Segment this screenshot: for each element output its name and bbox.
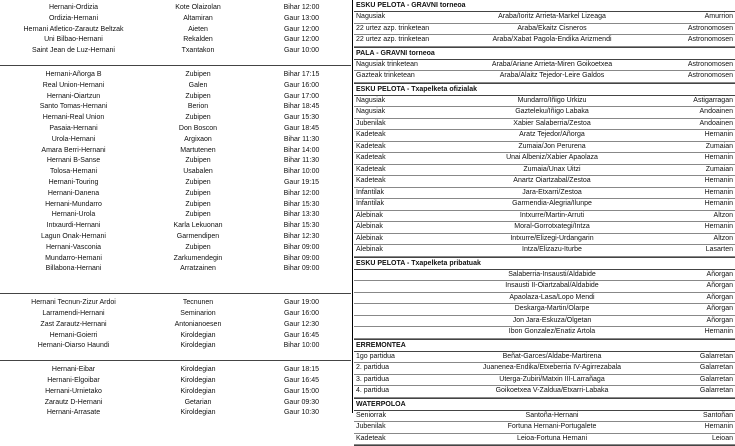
match-time: Bihar 09:00 (252, 264, 351, 275)
location: Añorgan (652, 293, 735, 304)
category: Kadeteak (354, 153, 452, 164)
location: Hernanin (652, 130, 735, 141)
fixture-row (0, 387, 351, 398)
location: Astronomosen (652, 71, 735, 82)
venue: Karla Lekuonan (144, 221, 252, 232)
section (354, 340, 735, 399)
match-time: Gaur 16:00 (252, 309, 351, 320)
match-row (354, 211, 735, 223)
match-row (354, 12, 735, 24)
category: 4. partidua (354, 386, 452, 397)
venue: Zubipen (144, 178, 252, 189)
fixture-row (0, 14, 351, 25)
location: Hernanin (652, 176, 735, 187)
category: Nagusiak trinketean (354, 60, 452, 71)
section-title: ESKU PELOTA - GRAVNI torneoa (354, 0, 735, 12)
match-name: Hernani-Touring (0, 178, 144, 189)
venue: Zubipen (144, 92, 252, 103)
location: Zumaian (652, 165, 735, 176)
venue: Txantakon (144, 46, 252, 57)
players: Juanenea-Endika/Etxeberria IV-Agirrezabala (452, 363, 652, 374)
match-name: Hernani-Ordizia (0, 3, 144, 14)
column-divider (352, 0, 353, 413)
players: Ibon Gonzalez/Enatiz Artola (452, 327, 652, 338)
fixture-row (0, 309, 351, 320)
fixture-row (0, 200, 351, 211)
category: Nagusiak (354, 107, 452, 118)
players: Intxurre/Elizegi-Urdangarin (452, 234, 652, 245)
match-row (354, 188, 735, 200)
category: 22 urtez azp. trinketean (354, 35, 452, 46)
players: Jara-Etxarri/Zestoa (452, 188, 652, 199)
location: Añorgan (652, 281, 735, 292)
match-time: Bihar 12:00 (252, 189, 351, 200)
fixture-row (0, 298, 351, 309)
match-time: Bihar 17:15 (252, 70, 351, 81)
location: Hernanin (652, 327, 735, 338)
section-title: ESKU PELOTA - Txapelketa ofizialak (354, 84, 735, 96)
fixture-row (0, 232, 351, 243)
match-row (354, 270, 735, 282)
venue: Altamiran (144, 14, 252, 25)
fixture-row (0, 25, 351, 36)
fixture-row (0, 408, 351, 419)
match-time: Bihar 11:30 (252, 135, 351, 146)
players: Unai Albeniz/Xabier Apaolaza (452, 153, 652, 164)
match-name: Hernani-Oiarso Haundi (0, 341, 144, 352)
players: Mundarro/Iñigo Urkizu (452, 96, 652, 107)
match-row (354, 411, 735, 423)
category: Infantilak (354, 188, 452, 199)
match-row (354, 165, 735, 177)
match-row (354, 375, 735, 387)
match-name: Hernani-Añorga B (0, 70, 144, 81)
match-row (354, 60, 735, 72)
fixture-row (0, 146, 351, 157)
match-time: Gaur 19:15 (252, 178, 351, 189)
location: Hernanin (652, 422, 735, 433)
venue: Berion (144, 102, 252, 113)
section (354, 0, 735, 48)
match-row (354, 24, 735, 36)
location: Altzon (652, 211, 735, 222)
category: Infantilak (354, 199, 452, 210)
category: Jubenilak (354, 422, 452, 433)
match-time: Gaur 16:00 (252, 81, 351, 92)
players: Aratz Tejedor/Añorga (452, 130, 652, 141)
match-row (354, 130, 735, 142)
venue: Zubipen (144, 156, 252, 167)
match-row (354, 434, 735, 446)
category: Alebinak (354, 222, 452, 233)
match-time: Bihar 15:30 (252, 221, 351, 232)
match-name: Lagun Onak-Hernani (0, 232, 144, 243)
category: Gazteak trinketean (354, 71, 452, 82)
match-name: Hernani-Arrasate (0, 408, 144, 419)
match-time: Gaur 12:00 (252, 25, 351, 36)
fixture-row (0, 189, 351, 200)
location: Astronomosen (652, 35, 735, 46)
fixture-row (0, 3, 351, 14)
match-time: Gaur 17:00 (252, 92, 351, 103)
match-time: Bihar 11:30 (252, 156, 351, 167)
match-time: Gaur 18:15 (252, 365, 351, 376)
match-name: Mundarro-Hernani (0, 254, 144, 265)
match-time: Bihar 18:45 (252, 102, 351, 113)
match-row (354, 386, 735, 398)
match-time: Bihar 09:00 (252, 254, 351, 265)
location: Galarretan (652, 352, 735, 363)
venue: Zubipen (144, 243, 252, 254)
players: Anartz Oiartzabal/Zestoa (452, 176, 652, 187)
match-name: Hernani-Danena (0, 189, 144, 200)
players: Insausti II-Oiartzabal/Aldabide (452, 281, 652, 292)
match-name: Pasaia-Hernani (0, 124, 144, 135)
venue: Aieten (144, 25, 252, 36)
match-name: Hernani-Eibar (0, 365, 144, 376)
match-time: Bihar 12:00 (252, 3, 351, 14)
location: Altzon (652, 234, 735, 245)
players: Jon Jara-Eskuza/Olgetan (452, 316, 652, 327)
match-time: Bihar 09:00 (252, 243, 351, 254)
match-name: Hernani-Oiartzun (0, 92, 144, 103)
location: Andoainen (652, 107, 735, 118)
fixture-row (0, 331, 351, 342)
venue: Zubipen (144, 113, 252, 124)
match-time: Gaur 12:30 (252, 320, 351, 331)
match-time: Gaur 16:45 (252, 331, 351, 342)
venue: Kiroldegian (144, 331, 252, 342)
category: 2. partidua (354, 363, 452, 374)
venue: Zubipen (144, 200, 252, 211)
match-name: Zast Zarautz-Hernani (0, 320, 144, 331)
category: Kadeteak (354, 130, 452, 141)
match-row (354, 234, 735, 246)
fixture-row (0, 398, 351, 409)
players: Santoña-Hernani (452, 411, 652, 422)
category: Nagusiak (354, 12, 452, 23)
category: Kadeteak (354, 165, 452, 176)
match-time: Gaur 09:30 (252, 398, 351, 409)
players: Araba/Xabat Pagola-Endika Arizmendi (452, 35, 652, 46)
fixture-row (0, 70, 351, 81)
location: Zumaian (652, 142, 735, 153)
category: 22 urtez azp. trinketean (354, 24, 452, 35)
category: Kadeteak (354, 176, 452, 187)
match-time: Bihar 13:30 (252, 210, 351, 221)
players: Goikoetxea V-Zaldua/Etxarri-Labaka (452, 386, 652, 397)
venue: Getarian (144, 398, 252, 409)
category: Jubenilak (354, 119, 452, 130)
fixture-row (0, 341, 351, 352)
players: Araba/Ariane Arrieta-Miren Goikoetxea (452, 60, 652, 71)
match-row (354, 363, 735, 375)
match-name: Hernani-Mundarro (0, 200, 144, 211)
section (354, 84, 735, 258)
section-title: PALA - GRAVNI torneoa (354, 48, 735, 60)
match-name: Hernani-Vasconia (0, 243, 144, 254)
location: Lasarten (652, 245, 735, 256)
venue: Zubipen (144, 70, 252, 81)
match-row (354, 176, 735, 188)
match-time: Gaur 18:45 (252, 124, 351, 135)
venue: Kiroldegian (144, 376, 252, 387)
fixture-row (0, 46, 351, 57)
players: Moral-Gorrotxategi/Intza (452, 222, 652, 233)
section-title: WATERPOLOA (354, 399, 735, 411)
match-row (354, 153, 735, 165)
players: Araba/Alaitz Tejedor-Leire Galdos (452, 71, 652, 82)
players: Intxurre/Martin-Arruti (452, 211, 652, 222)
fixture-row (0, 92, 351, 103)
match-row (354, 281, 735, 293)
match-name: Hernani B-Sanse (0, 156, 144, 167)
players: Zumaia/Unax Uitzi (452, 165, 652, 176)
location: Galarretan (652, 386, 735, 397)
fixture-row (0, 221, 351, 232)
fixture-row (0, 156, 351, 167)
fixture-row (0, 376, 351, 387)
match-row (354, 327, 735, 339)
players: Zumaia/Jon Perurena (452, 142, 652, 153)
match-row (354, 245, 735, 257)
match-time: Bihar 14:00 (252, 146, 351, 157)
match-name: Zarautz D-Hernani (0, 398, 144, 409)
location: Astigarragan (652, 96, 735, 107)
players: Araba/Ekaitz Cisneros (452, 24, 652, 35)
venue: Zubipen (144, 210, 252, 221)
category: 1go partidua (354, 352, 452, 363)
category: Kadeteak (354, 434, 452, 445)
fixture-block (0, 66, 351, 294)
match-time: Bihar 12:30 (252, 232, 351, 243)
match-name: Billabona-Hernani (0, 264, 144, 275)
venue: Don Boscon (144, 124, 252, 135)
match-name: Urola-Hernani (0, 135, 144, 146)
location: Amurrion (652, 12, 735, 23)
fixture-block (0, 361, 351, 419)
match-time: Bihar 15:30 (252, 200, 351, 211)
location: Añorgan (652, 304, 735, 315)
venue: Arratzainen (144, 264, 252, 275)
match-name: Hernani-Real Union (0, 113, 144, 124)
fixture-block (0, 294, 351, 361)
match-time: Gaur 15:00 (252, 387, 351, 398)
match-row (354, 107, 735, 119)
match-row (354, 71, 735, 83)
players: Garmendia-Alegria/Ilunpe (452, 199, 652, 210)
match-name: Ordizia-Hernani (0, 14, 144, 25)
location: Añorgan (652, 316, 735, 327)
venue: Garmendipen (144, 232, 252, 243)
players: Leioa-Fortuna Hernani (452, 434, 652, 445)
venue: Kote Olaizolan (144, 3, 252, 14)
match-name: Hernani-Elgoibar (0, 376, 144, 387)
section (354, 258, 735, 340)
location: Galarretan (652, 363, 735, 374)
players: Deskarga-Martin/Olarpe (452, 304, 652, 315)
fixture-row (0, 365, 351, 376)
fixture-row (0, 167, 351, 178)
fixture-row (0, 243, 351, 254)
location: Andoainen (652, 119, 735, 130)
match-name: Real Union-Hernani (0, 81, 144, 92)
match-name: Intxaurdi-Hernani (0, 221, 144, 232)
category: Seniorrak (354, 411, 452, 422)
match-row (354, 304, 735, 316)
location: Hernanin (652, 188, 735, 199)
location: Hernanin (652, 222, 735, 233)
match-row (354, 293, 735, 305)
category: Alebinak (354, 234, 452, 245)
match-row (354, 142, 735, 154)
match-row (354, 96, 735, 108)
match-name: Amara Berri-Hernani (0, 146, 144, 157)
category: Nagusiak (354, 96, 452, 107)
location: Santoñan (652, 411, 735, 422)
fixture-row (0, 178, 351, 189)
venue: Martutenen (144, 146, 252, 157)
location: Galarretan (652, 375, 735, 386)
players: Intza/Elizazu-Iturbe (452, 245, 652, 256)
location: Hernanin (652, 153, 735, 164)
match-name: Tolosa-Hernani (0, 167, 144, 178)
match-row (354, 316, 735, 328)
match-row (354, 352, 735, 364)
players: Apaolaza-Lasa/Lopo Mendi (452, 293, 652, 304)
match-time: Gaur 15:30 (252, 113, 351, 124)
match-name: Hernani Tecnun-Zizur Ardoi (0, 298, 144, 309)
fixture-row (0, 320, 351, 331)
venue: Galen (144, 81, 252, 92)
fixture-row (0, 124, 351, 135)
location: Hernanin (652, 199, 735, 210)
venue: Rekalden (144, 35, 252, 46)
section (354, 48, 735, 84)
section-title: ERREMONTEA (354, 340, 735, 352)
match-time: Gaur 12:00 (252, 35, 351, 46)
players: Uterga-Zubiri/Matxin III-Larrañaga (452, 375, 652, 386)
players: Xabier Salaberria/Zestoa (452, 119, 652, 130)
fixture-row (0, 210, 351, 221)
location: Leioan (652, 434, 735, 445)
match-time: Bihar 10:00 (252, 167, 351, 178)
match-row (354, 222, 735, 234)
match-name: Larramendi-Hernani (0, 309, 144, 320)
venue: Kiroldegian (144, 365, 252, 376)
fixture-row (0, 264, 351, 275)
venue: Kiroldegian (144, 341, 252, 352)
venue: Tecnunen (144, 298, 252, 309)
venue: Kiroldegian (144, 408, 252, 419)
section (354, 399, 735, 446)
match-name: Santo Tomas-Hernani (0, 102, 144, 113)
fixture-row (0, 113, 351, 124)
venue: Seminarion (144, 309, 252, 320)
match-name: Hernani-Urola (0, 210, 144, 221)
players: Salaberria-Insausti/Aldabide (452, 270, 652, 281)
venue: Zarkumendegin (144, 254, 252, 265)
match-time: Gaur 10:00 (252, 46, 351, 57)
fixture-block (0, 0, 351, 66)
venue: Antonianoesen (144, 320, 252, 331)
fixture-row (0, 135, 351, 146)
match-name: Hernani-Goierri (0, 331, 144, 342)
right-column (354, 0, 735, 413)
players: Araba/Ioritz Arrieta-Markel Lizeaga (452, 12, 652, 23)
match-time: Gaur 10:30 (252, 408, 351, 419)
location: Astronomosen (652, 60, 735, 71)
match-time: Gaur 16:45 (252, 376, 351, 387)
category: Kadeteak (354, 142, 452, 153)
match-time: Gaur 19:00 (252, 298, 351, 309)
match-time: Bihar 10:00 (252, 341, 351, 352)
match-name: Uni Bilbao-Hernani (0, 35, 144, 46)
left-column (0, 0, 351, 413)
match-name: Saint Jean de Luz-Hernani (0, 46, 144, 57)
category: 3. partidua (354, 375, 452, 386)
fixture-row (0, 35, 351, 46)
location: Añorgan (652, 270, 735, 281)
match-name: Hernani-Urnietako (0, 387, 144, 398)
players: Gazteleku/Iñigo Labaka (452, 107, 652, 118)
match-row (354, 35, 735, 47)
section-title: ESKU PELOTA - Txapelketa pribatuak (354, 258, 735, 270)
venue: Zubipen (144, 189, 252, 200)
fixture-row (0, 102, 351, 113)
location: Astronomosen (652, 24, 735, 35)
fixture-row (0, 254, 351, 265)
category: Alebinak (354, 245, 452, 256)
match-row (354, 422, 735, 434)
match-row (354, 199, 735, 211)
players: Beñat-Garces/Aldabe-Martirena (452, 352, 652, 363)
match-name: Hernani Atletico-Zarautz Beltzak (0, 25, 144, 36)
fixture-row (0, 81, 351, 92)
match-row (354, 119, 735, 131)
venue: Kiroldegian (144, 387, 252, 398)
venue: Argixaon (144, 135, 252, 146)
category: Alebinak (354, 211, 452, 222)
match-time: Gaur 13:00 (252, 14, 351, 25)
players: Fortuna Hernani-Portugalete (452, 422, 652, 433)
venue: Usabalen (144, 167, 252, 178)
